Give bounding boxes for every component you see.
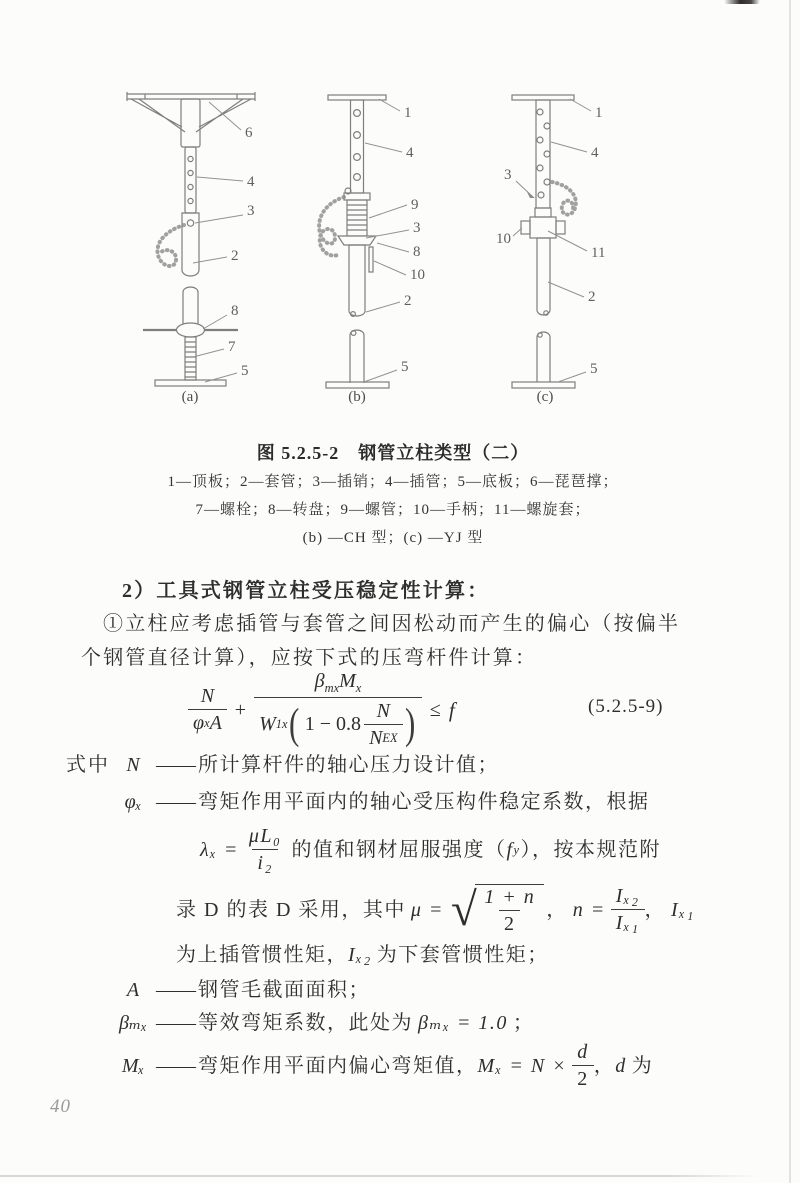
fy-symbol: f — [506, 839, 514, 861]
part-label-7: 7 — [228, 339, 236, 355]
sub-caption-c: (c) — [536, 389, 554, 405]
eq-lhs-den-a: A — [209, 712, 222, 734]
part-label-4: 4 — [591, 145, 599, 161]
part-label-2: 2 — [588, 289, 596, 305]
definition-phi-text-3a: 录 D 的表 D 采用，其中 — [176, 899, 406, 921]
part-label-10: 10 — [496, 231, 511, 247]
part-label-1: 1 — [595, 105, 603, 121]
definition-mx-text-1: 弯矩作用平面内偏心弯矩值， — [198, 1055, 478, 1077]
base-plate — [512, 382, 575, 388]
eq-inner-den-n: N — [369, 726, 383, 749]
definition-phi-line1 — [66, 789, 736, 815]
part-label-3: 3 — [247, 203, 255, 219]
symbol-N: N — [126, 754, 140, 776]
equation-5-2-5-9 — [188, 662, 455, 758]
figure-legend-line-1: 1—顶板；2—套管；3—插销；4—插管；5—底板；6—琵琶撑； — [167, 474, 619, 490]
plus-operator: + — [234, 698, 247, 721]
comma: ， — [546, 899, 568, 921]
definition-beta-mx — [66, 1010, 736, 1036]
sleeve-tube — [349, 245, 365, 316]
part-label-3: 3 — [413, 220, 421, 236]
beta-equation: βₘₓ = 1.0 — [418, 1012, 508, 1034]
part-label-4: 4 — [247, 174, 255, 190]
top-plate — [512, 95, 574, 100]
part-label-6: 6 — [245, 125, 253, 141]
symbol-A: A — [126, 979, 140, 1001]
part-label-10: 10 — [410, 267, 425, 283]
definition-A-text: 钢管毛截面面积； — [198, 979, 370, 1001]
definition-phi-text-4a: 为上插管惯性矩， — [176, 944, 348, 966]
definition-phi-line3-mu — [66, 880, 736, 940]
figure-legend-line-2: 7—螺栓；8—转盘；9—螺管；10—手柄；11—螺旋套； — [195, 502, 591, 518]
leq-relation: ≤ — [429, 698, 441, 721]
handle-left — [521, 221, 530, 234]
eq-w: W — [259, 713, 276, 736]
sub-caption-b: (b) — [348, 389, 366, 405]
lambda-lhs: λₓ = — [200, 839, 239, 861]
top-plate — [328, 95, 386, 100]
part-label-1: 1 — [404, 105, 412, 121]
big-paren-close: ) — [404, 700, 415, 748]
lambda-denominator: i₂ — [257, 852, 273, 874]
symbol-M-x: Mₓ — [121, 1055, 145, 1077]
definition-beta-text-2: ； — [512, 1012, 535, 1034]
eq-beta-sub: mx — [324, 681, 340, 696]
ix1-denominator: Iₓ₁ — [615, 912, 640, 934]
two-denominator: 2 — [577, 1068, 589, 1090]
definition-phi-line2-lambda — [66, 822, 736, 878]
part-label-3: 3 — [504, 167, 512, 183]
d-symbol: d — [615, 1055, 627, 1077]
page-number: 40 — [50, 1096, 71, 1117]
eq-w-sub: 1x — [275, 717, 288, 732]
handle-right — [556, 221, 565, 234]
part-labels — [193, 102, 255, 382]
definition-phi-text-2a: 的值和钢材屈服强度（ — [291, 839, 507, 861]
eq-inner-den-sub: EX — [382, 730, 398, 745]
figure-caption: 图 5.2.5-2 钢管立柱类型（二） — [256, 443, 530, 463]
definition-beta-text-1: 等效弯矩系数，此处为 — [198, 1012, 413, 1034]
n-equals: n = — [572, 899, 606, 921]
insert-pipe — [185, 147, 196, 213]
eq-inner-numerator: N — [376, 699, 390, 722]
definition-phi-text-1: 弯矩作用平面内的轴心受压构件稳定系数，根据 — [198, 791, 650, 813]
scan-artifact-top-right — [724, 0, 760, 4]
radical-sign: √ — [450, 884, 479, 937]
figure-legend-line-3: (b) —CH 型；(c) —YJ 型 — [302, 530, 484, 546]
definition-dash: —— — [156, 1012, 196, 1034]
part-label-2: 2 — [231, 248, 239, 264]
sqrt-denominator: 2 — [503, 913, 516, 935]
part-label-11: 11 — [591, 245, 606, 261]
base-plate — [155, 380, 226, 386]
eq-f: f — [448, 697, 455, 722]
lambda-numerator: μL₀ — [248, 825, 282, 847]
screw-bolt — [185, 337, 196, 380]
definition-N-text: 所计算杆件的轴心压力设计值； — [198, 754, 499, 776]
symbol-phi-x: φₓ — [124, 791, 142, 813]
page-edge-shadow-bottom — [0, 1175, 760, 1177]
ix2-symbol: Iₓ₂ — [348, 944, 372, 966]
lower-tube — [350, 330, 364, 383]
part-label-2: 2 — [404, 293, 412, 309]
fraction-ix2-over-ix1 — [611, 885, 645, 935]
comma: ， — [644, 899, 667, 921]
eq-lhs-numerator: N — [200, 685, 215, 707]
chain — [319, 197, 344, 256]
eq-inner-coefficient: 1 − 0.8 — [304, 713, 362, 736]
screw-sleeve-assembly — [521, 208, 565, 238]
part-label-9: 9 — [411, 197, 419, 213]
big-paren-open: ( — [289, 700, 300, 748]
definition-dash: —— — [156, 791, 196, 813]
insert-pipe — [536, 100, 550, 208]
turntable — [143, 323, 238, 337]
base-plate — [326, 382, 389, 388]
fraction-moment-term — [254, 670, 422, 749]
fraction-d-over-2 — [572, 1041, 594, 1091]
part-label-8: 8 — [231, 303, 239, 319]
part-label-5: 5 — [401, 359, 409, 375]
part-label-8: 8 — [413, 244, 421, 260]
mu-equals: μ = — [410, 899, 444, 921]
definition-phi-text-2b: ），按本规范附 — [520, 839, 662, 861]
sqrt-numerator: 1 + n — [484, 886, 536, 908]
pin — [187, 220, 193, 226]
fraction-1plusn-over-2 — [479, 886, 540, 936]
definition-mx-text-3: 为 — [631, 1055, 654, 1077]
eq-m: M — [339, 670, 356, 693]
diagram-c-steel-pipe-column-YJ — [460, 85, 645, 410]
definition-Mx — [66, 1038, 736, 1094]
chain — [552, 182, 576, 215]
eq-m-sub: x — [355, 681, 362, 696]
lower-tube — [537, 332, 550, 382]
threaded-collar — [344, 188, 370, 236]
fy-subscript: y — [513, 843, 521, 857]
mx-equation: Mₓ = N × — [477, 1055, 568, 1077]
symbol-beta-mx: βₘₓ — [119, 1012, 147, 1034]
definition-phi-line4 — [66, 942, 736, 968]
chain — [157, 225, 184, 266]
sub-caption-a: (a) — [181, 389, 199, 405]
diagram-b-steel-pipe-column-CH — [280, 85, 455, 410]
ix1-symbol: Iₓ₁ — [671, 899, 695, 921]
definition-A — [66, 977, 736, 1003]
eq-beta: β — [314, 670, 325, 693]
comma: ， — [593, 1055, 616, 1077]
eq-lhs-den-phi: φ — [193, 712, 205, 734]
equation-number: (5.2.5-9) — [588, 696, 664, 717]
paragraph-line-1: ①立柱应考虑插管与套管之间因松动而产生的偏心（按偏半 — [103, 613, 681, 635]
ix2-numerator: Iₓ₂ — [615, 885, 640, 907]
handle — [369, 247, 373, 272]
paragraph-line-2: 个钢管直径计算），应按下式的压弯杆件计算： — [81, 647, 538, 669]
where-label: 式中 — [66, 754, 110, 776]
definition-phi-text-4b: 为下套管惯性矩； — [376, 944, 549, 966]
diagram-a-steel-pipe-column — [105, 85, 280, 410]
fraction-mul0-over-i2 — [244, 825, 287, 875]
part-labels — [496, 99, 605, 382]
fraction-n-over-nex — [364, 700, 402, 750]
square-root — [451, 884, 544, 936]
definition-dash: —— — [156, 754, 196, 776]
eq-lhs-den-sub: x — [204, 716, 210, 731]
section-heading: 2）工具式钢管立柱受压稳定性计算： — [122, 580, 490, 602]
part-label-4: 4 — [406, 145, 414, 161]
sleeve-tube — [537, 238, 550, 315]
insert-pipe — [351, 100, 364, 193]
part-label-5: 5 — [590, 361, 598, 377]
page-edge-shadow-right — [789, 0, 791, 1183]
d-numerator: d — [577, 1041, 589, 1063]
definition-dash: —— — [156, 1055, 196, 1077]
definition-N — [66, 752, 736, 778]
part-label-5: 5 — [241, 363, 249, 379]
fraction-n-over-phixa — [188, 685, 227, 735]
fork-head-brace — [127, 92, 255, 147]
definition-dash: —— — [156, 979, 196, 1001]
